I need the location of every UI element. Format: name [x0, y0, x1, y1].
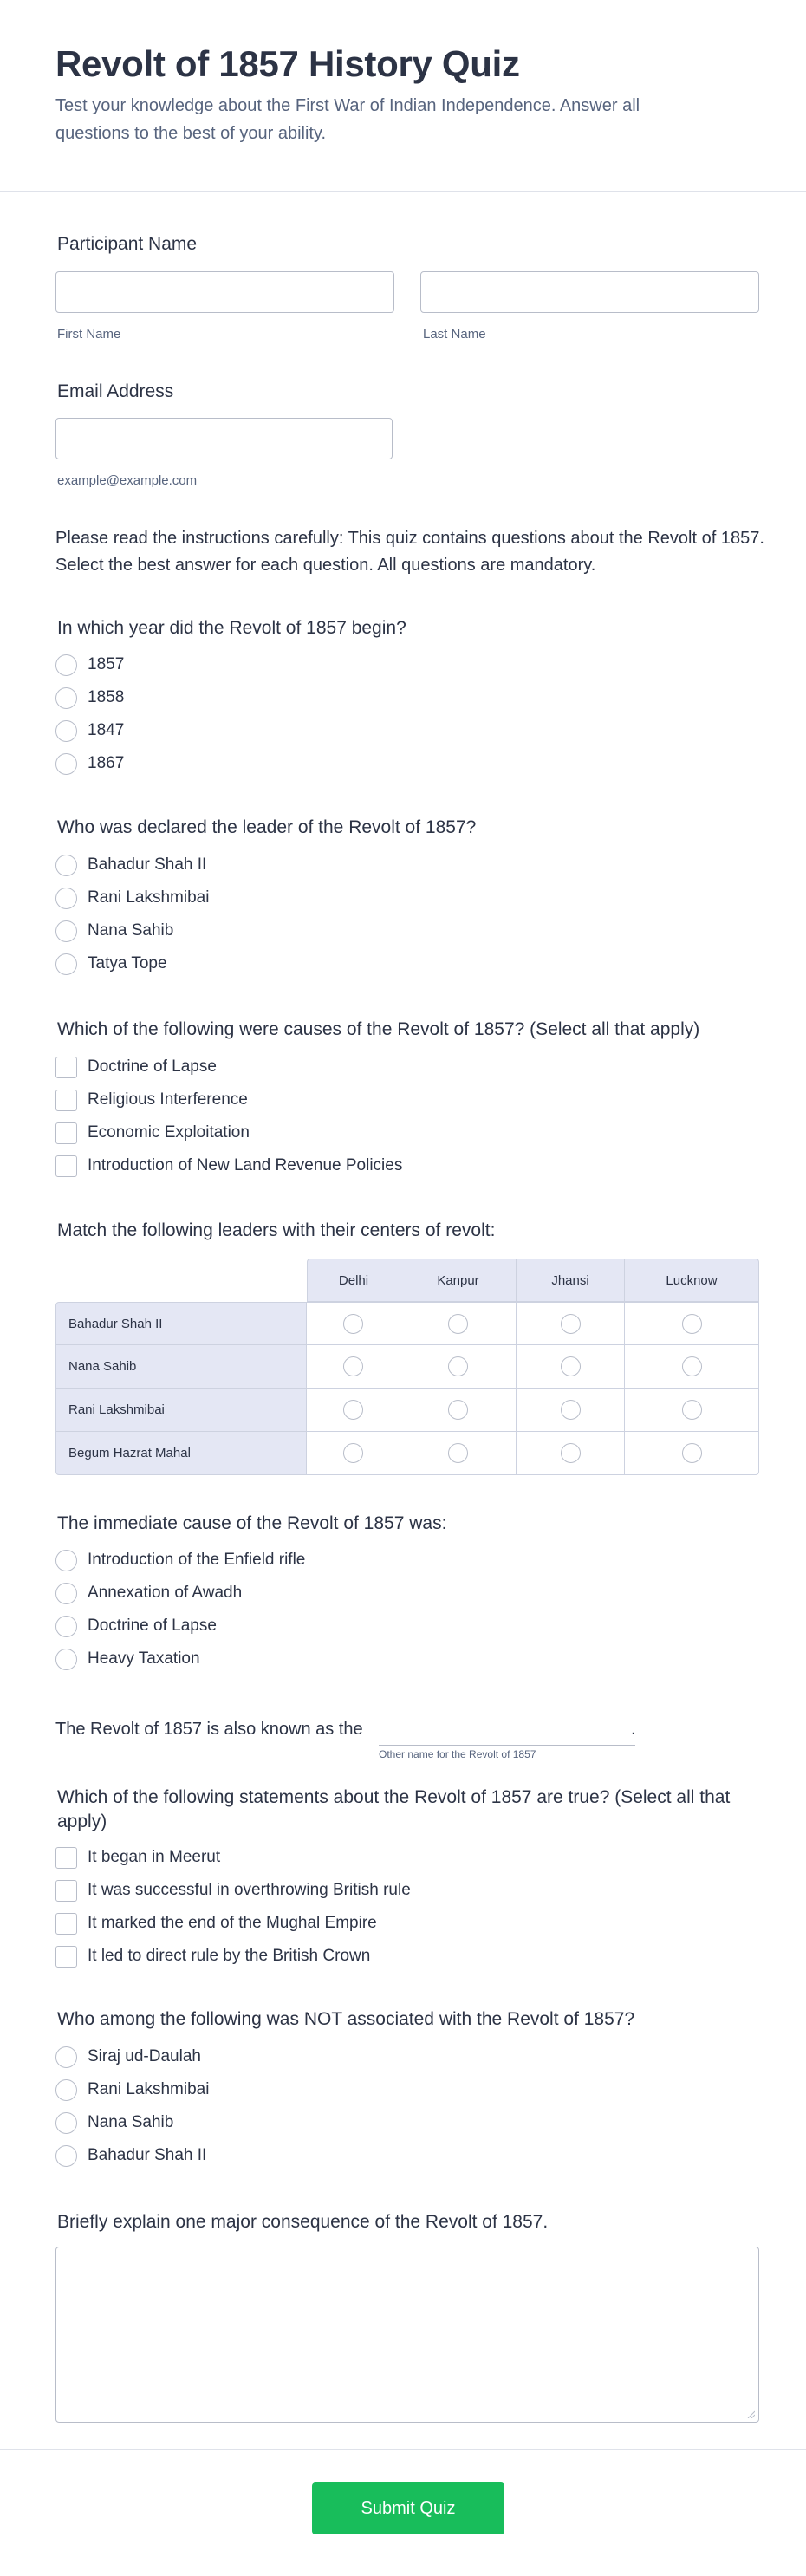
- q3-options: [55, 1051, 402, 1182]
- matrix-cell[interactable]: [517, 1302, 625, 1345]
- checkbox[interactable]: [55, 1946, 77, 1968]
- q7-option[interactable]: It was successful in overthrowing British rule: [55, 1874, 411, 1907]
- match-matrix: [55, 1259, 759, 1475]
- radio-button[interactable]: [55, 2079, 77, 2101]
- q8-option[interactable]: Nana Sahib: [55, 2106, 209, 2139]
- q3-option[interactable]: Economic Exploitation: [55, 1116, 402, 1149]
- q8-options: [55, 2040, 209, 2172]
- matrix-cell[interactable]: [517, 1345, 625, 1389]
- header-divider: [0, 191, 806, 192]
- radio-button[interactable]: [682, 1400, 702, 1420]
- checkbox[interactable]: [55, 1155, 77, 1177]
- radio-button[interactable]: [55, 1649, 77, 1670]
- matrix-cell[interactable]: [400, 1302, 517, 1345]
- email-hint: example@example.com: [57, 473, 198, 488]
- checkbox[interactable]: [55, 1847, 77, 1869]
- matrix-row: [55, 1345, 759, 1389]
- matrix-row: [55, 1432, 759, 1475]
- instructions-text: Please read the instructions carefully: This quiz contains questions about the Revolt of 1857. Select the best answer for each question. All questions are mandatory.: [55, 529, 764, 575]
- matrix-column-header: Lucknow: [625, 1259, 759, 1302]
- q3-option[interactable]: Religious Interference: [55, 1083, 402, 1116]
- q2-label: Who was declared the leader of the Revolt of 1857?: [57, 817, 477, 837]
- checkbox[interactable]: [55, 1122, 77, 1144]
- q3-option[interactable]: Doctrine of Lapse: [55, 1051, 402, 1083]
- radio-button[interactable]: [682, 1443, 702, 1463]
- matrix-column-header: Jhansi: [517, 1259, 625, 1302]
- matrix-row: [55, 1302, 759, 1345]
- q9-label: Briefly explain one major consequence of the Revolt of 1857.: [57, 2212, 549, 2232]
- matrix-cell[interactable]: [625, 1389, 759, 1432]
- matrix-cell[interactable]: [625, 1345, 759, 1389]
- participant-name-label: Participant Name: [57, 234, 198, 254]
- matrix-cell[interactable]: [307, 1389, 400, 1432]
- radio-button[interactable]: [55, 2112, 77, 2134]
- matrix-cell[interactable]: [400, 1389, 517, 1432]
- radio-button[interactable]: [448, 1356, 468, 1376]
- matrix-cell[interactable]: [307, 1345, 400, 1389]
- radio-button[interactable]: [448, 1400, 468, 1420]
- matrix-row-label: Begum Hazrat Mahal: [55, 1432, 307, 1475]
- radio-button[interactable]: [561, 1314, 581, 1334]
- matrix-cell[interactable]: [307, 1302, 400, 1345]
- matrix-header-row: [307, 1259, 759, 1302]
- last-name-sublabel: Last Name: [423, 327, 486, 342]
- q4-label: Match the following leaders with their centers of revolt:: [57, 1220, 496, 1240]
- q7-label: Which of the following statements about the Revolt of 1857 are true? (Select all that apply): [57, 1787, 731, 1831]
- email-input[interactable]: [55, 418, 393, 459]
- matrix-column-header: Delhi: [307, 1259, 400, 1302]
- q5-option[interactable]: Annexation of Awadh: [55, 1577, 305, 1610]
- radio-button[interactable]: [561, 1400, 581, 1420]
- radio-button[interactable]: [343, 1400, 363, 1420]
- radio-button[interactable]: [55, 1583, 77, 1604]
- q5-option[interactable]: Doctrine of Lapse: [55, 1610, 305, 1643]
- radio-button[interactable]: [55, 2046, 77, 2068]
- matrix-row-label: Bahadur Shah II: [55, 1302, 307, 1345]
- resize-handle-icon[interactable]: [746, 2410, 755, 2418]
- matrix-cell[interactable]: [307, 1432, 400, 1475]
- checkbox[interactable]: [55, 1057, 77, 1078]
- matrix-column-header: Kanpur: [400, 1259, 517, 1302]
- matrix-row: [55, 1389, 759, 1432]
- radio-button[interactable]: [682, 1314, 702, 1334]
- q3-label: Which of the following were causes of the Revolt of 1857? (Select all that apply): [57, 1019, 700, 1039]
- q1-option[interactable]: 1858: [55, 681, 124, 714]
- radio-button[interactable]: [448, 1443, 468, 1463]
- radio-button[interactable]: [55, 2145, 77, 2167]
- first-name-input[interactable]: [55, 271, 394, 313]
- q1-option[interactable]: 1867: [55, 747, 124, 780]
- q2-option[interactable]: Bahadur Shah II: [55, 849, 209, 881]
- radio-button[interactable]: [55, 753, 77, 775]
- checkbox[interactable]: [55, 1880, 77, 1902]
- q5-options: [55, 1544, 305, 1675]
- checkbox[interactable]: [55, 1913, 77, 1935]
- radio-button[interactable]: [561, 1443, 581, 1463]
- q7-option[interactable]: It led to direct rule by the British Crown: [55, 1940, 411, 1973]
- radio-button[interactable]: [55, 953, 77, 975]
- first-name-sublabel: First Name: [57, 327, 121, 342]
- radio-button[interactable]: [561, 1356, 581, 1376]
- q8-option[interactable]: Rani Lakshmibai: [55, 2073, 209, 2106]
- q3-option[interactable]: Introduction of New Land Revenue Policies: [55, 1149, 402, 1182]
- radio-button[interactable]: [448, 1314, 468, 1334]
- q6-suffix: .: [631, 1720, 636, 1739]
- q1-label: In which year did the Revolt of 1857 begin?: [57, 618, 406, 638]
- q7-option[interactable]: It began in Meerut: [55, 1841, 411, 1874]
- footer-divider: [0, 2449, 806, 2450]
- q2-option[interactable]: Nana Sahib: [55, 914, 209, 947]
- radio-button[interactable]: [343, 1356, 363, 1376]
- q5-option[interactable]: Heavy Taxation: [55, 1643, 305, 1675]
- form-title: Revolt of 1857 History Quiz: [55, 43, 520, 84]
- radio-button[interactable]: [343, 1314, 363, 1334]
- submit-button[interactable]: Submit Quiz: [312, 2482, 504, 2534]
- radio-button[interactable]: [55, 855, 77, 876]
- radio-button[interactable]: [682, 1356, 702, 1376]
- q6-prefix: The Revolt of 1857 is also known as the: [55, 1720, 363, 1739]
- q2-options: [55, 849, 209, 980]
- q9-textarea[interactable]: [55, 2247, 759, 2423]
- matrix-row-label: Nana Sahib: [55, 1345, 307, 1389]
- matrix-cell[interactable]: [517, 1389, 625, 1432]
- checkbox[interactable]: [55, 1090, 77, 1111]
- q7-options: [55, 1841, 411, 1973]
- radio-button[interactable]: [55, 720, 77, 742]
- radio-button[interactable]: [55, 654, 77, 676]
- q8-label: Who among the following was NOT associated with the Revolt of 1857?: [57, 2009, 635, 2029]
- radio-button[interactable]: [55, 687, 77, 709]
- radio-button[interactable]: [55, 888, 77, 909]
- q5-option[interactable]: Introduction of the Enfield rifle: [55, 1544, 305, 1577]
- matrix-cell[interactable]: [517, 1432, 625, 1475]
- q6-blank-input[interactable]: [379, 1727, 635, 1746]
- email-label: Email Address: [57, 381, 174, 401]
- last-name-input[interactable]: [420, 271, 759, 313]
- q1-option[interactable]: 1857: [55, 648, 124, 681]
- form-subtitle: Test your knowledge about the First War of Indian Independence. Answer all questions to the best of your ability.: [55, 96, 640, 143]
- matrix-cell[interactable]: [625, 1302, 759, 1345]
- q8-option[interactable]: Bahadur Shah II: [55, 2139, 209, 2172]
- radio-button[interactable]: [55, 1616, 77, 1637]
- q6-hint: Other name for the Revolt of 1857: [379, 1748, 536, 1760]
- q1-options: [55, 648, 124, 780]
- q7-option[interactable]: It marked the end of the Mughal Empire: [55, 1907, 411, 1940]
- radio-button[interactable]: [55, 920, 77, 942]
- radio-button[interactable]: [343, 1443, 363, 1463]
- matrix-cell[interactable]: [400, 1345, 517, 1389]
- radio-button[interactable]: [55, 1550, 77, 1571]
- matrix-cell[interactable]: [625, 1432, 759, 1475]
- q1-option[interactable]: 1847: [55, 714, 124, 747]
- q2-option[interactable]: Tatya Tope: [55, 947, 209, 980]
- matrix-cell[interactable]: [400, 1432, 517, 1475]
- q9-textarea-input[interactable]: [56, 2247, 758, 2422]
- matrix-row-label: Rani Lakshmibai: [55, 1389, 307, 1432]
- q5-label: The immediate cause of the Revolt of 1857 was:: [57, 1513, 447, 1533]
- q2-option[interactable]: Rani Lakshmibai: [55, 881, 209, 914]
- q8-option[interactable]: Siraj ud-Daulah: [55, 2040, 209, 2073]
